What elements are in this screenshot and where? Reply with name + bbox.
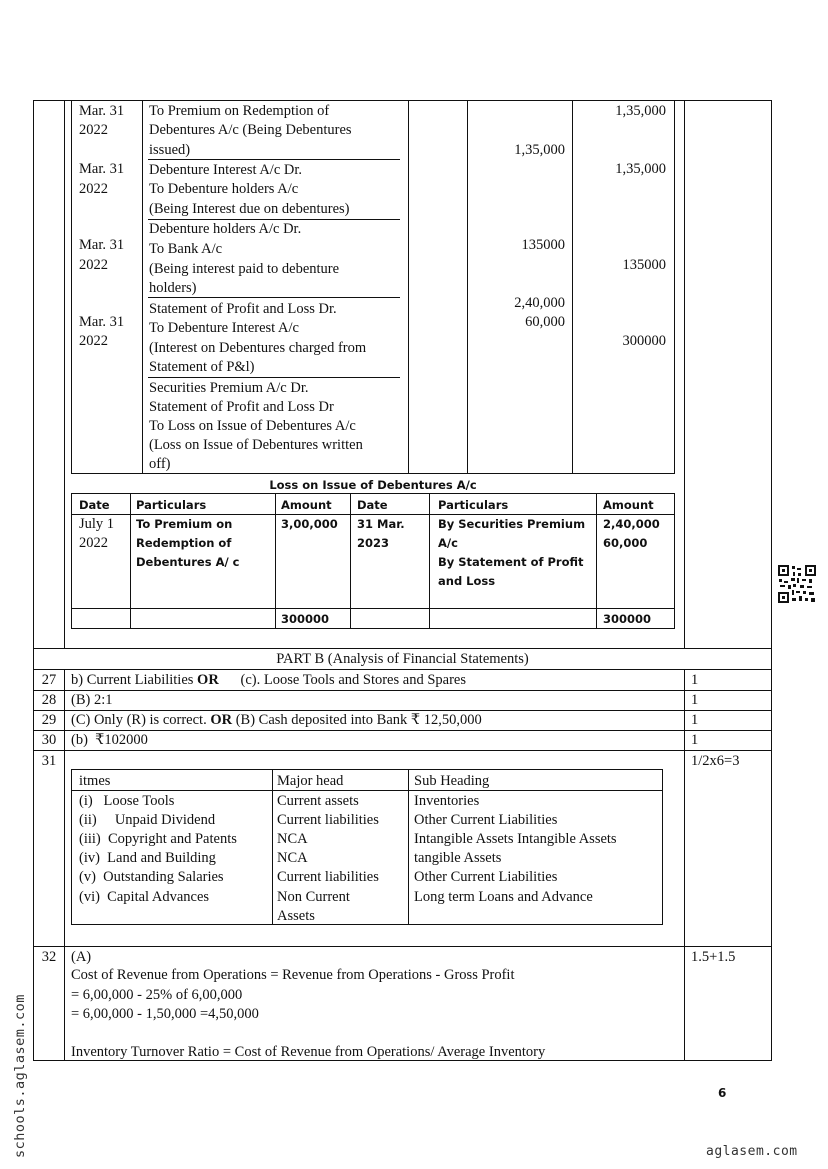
ledger-dr-date: 2022	[79, 535, 108, 551]
entry-particulars: holders)	[149, 280, 197, 296]
marks: 1	[691, 672, 699, 688]
entry-debit: 135000	[521, 237, 565, 253]
ledger-header: Amount	[281, 498, 332, 512]
entry-particulars: To Bank A/c	[149, 241, 223, 257]
entry-credit: 300000	[622, 333, 666, 349]
entry-particulars: To Loss on Issue of Debentures A/c	[149, 418, 356, 434]
answer-text: (C) Only (R) is correct. OR (B) Cash deposited into Bank ₹ 12,50,000	[71, 712, 482, 728]
major-head-cell: Assets	[277, 908, 315, 924]
table-header: Major head	[277, 773, 344, 789]
ledger-cr-date: 31 Mar.	[357, 517, 405, 531]
table-header: itmes	[79, 773, 111, 789]
major-head-cell: Current assets	[277, 793, 359, 809]
answer-line: Inventory Turnover Ratio = Cost of Revenue from Operations/ Average Inventory	[71, 1044, 546, 1060]
ledger-dr-amount: 3,00,000	[281, 517, 338, 531]
ledger-total: 300000	[281, 612, 330, 626]
entry-particulars: Securities Premium A/c Dr.	[149, 380, 309, 396]
entry-particulars: To Debenture Interest A/c	[149, 320, 299, 336]
entry-particulars: Debenture Interest A/c Dr.	[149, 162, 303, 178]
entry-credit: 135000	[622, 257, 666, 273]
ledger-header: Date	[357, 498, 388, 512]
entry-particulars: Statement of P&l)	[149, 359, 255, 375]
question-number: 32	[41, 949, 57, 965]
item-cell: (i) Loose Tools	[79, 793, 175, 809]
entry-credit: 1,35,000	[615, 161, 666, 177]
entry-particulars: Statement of Profit and Loss Dr	[149, 399, 334, 415]
major-head-cell: Current liabilities	[277, 869, 379, 885]
ledger-header: Date	[79, 498, 110, 512]
sub-heading-cell: Long term Loans and Advance	[414, 889, 593, 905]
ledger-dr-date: July 1	[79, 516, 115, 532]
entry-date: 2022	[79, 333, 108, 349]
entry-date: Mar. 31	[79, 161, 125, 177]
entry-particulars: Debenture holders A/c Dr.	[149, 221, 302, 237]
ledger-cr-amount: 2,40,000	[603, 517, 660, 531]
entry-date: 2022	[79, 181, 108, 197]
side-watermark: schools.aglasem.com	[12, 994, 28, 1158]
answer-text: (B) 2:1	[71, 692, 113, 708]
entry-particulars: To Premium on Redemption of	[149, 103, 330, 119]
ledger-header: Particulars	[136, 498, 207, 512]
bottom-watermark: aglasem.com	[706, 1144, 798, 1159]
major-head-cell: NCA	[277, 850, 308, 866]
item-cell: (iii) Copyright and Patents	[79, 831, 237, 847]
ledger-dr-particulars: Debentures A/ c	[136, 555, 240, 569]
answer-line: Cost of Revenue from Operations = Revenue from Operations - Gross Profit	[71, 967, 515, 983]
page-number: 6	[718, 1086, 727, 1100]
sub-heading-cell: Inventories	[414, 793, 480, 809]
entry-particulars: issued)	[149, 142, 191, 158]
ledger-header: Particulars	[438, 498, 509, 512]
ledger-cr-particulars: By Securities Premium	[438, 517, 586, 531]
ledger-dr-particulars: Redemption of	[136, 536, 232, 550]
question-number: 27	[41, 672, 57, 688]
entry-particulars: Debentures A/c (Being Debentures	[149, 122, 352, 138]
question-number: 29	[41, 712, 57, 728]
ledger-total: 300000	[603, 612, 652, 626]
entry-particulars: (Being interest paid to debenture	[149, 261, 340, 277]
entry-date: Mar. 31	[79, 314, 125, 330]
sub-heading-cell: tangible Assets	[414, 850, 502, 866]
item-cell: (v) Outstanding Salaries	[79, 869, 224, 885]
question-number: 30	[41, 732, 57, 748]
table-header: Sub Heading	[414, 773, 490, 789]
major-head-cell: NCA	[277, 831, 308, 847]
entry-date: 2022	[79, 122, 108, 138]
entry-particulars: off)	[149, 456, 171, 472]
question-number: 31	[41, 753, 57, 769]
entry-credit: 1,35,000	[615, 103, 666, 119]
answer-text: b) Current Liabilities OR (c). Loose Tools and Stores and Spares	[71, 672, 466, 688]
major-head-cell: Non Current	[277, 889, 350, 905]
entry-particulars: To Debenture holders A/c	[149, 181, 299, 197]
entry-particulars: Statement of Profit and Loss Dr.	[149, 301, 337, 317]
entry-date: Mar. 31	[79, 237, 125, 253]
qr-code-icon	[778, 565, 816, 603]
major-head-cell: Current liabilities	[277, 812, 379, 828]
sub-heading-cell: Other Current Liabilities	[414, 869, 558, 885]
entry-particulars: (Interest on Debentures charged from	[149, 340, 367, 356]
answer-line: = 6,00,000 - 1,50,000 =4,50,000	[71, 1006, 259, 1022]
entry-date: Mar. 31	[79, 103, 125, 119]
entry-debit: 2,40,000	[514, 295, 565, 311]
marks: 1/2x6=3	[691, 753, 740, 769]
marks: 1	[691, 712, 699, 728]
ledger-header: Amount	[603, 498, 654, 512]
ledger-cr-particulars: By Statement of Profit	[438, 555, 584, 569]
answer-line: (A)	[71, 949, 92, 965]
sub-heading-cell: Intangible Assets Intangible Assets	[414, 831, 617, 847]
sub-heading-cell: Other Current Liabilities	[414, 812, 558, 828]
marks: 1	[691, 692, 699, 708]
entry-particulars: (Being Interest due on debentures)	[149, 201, 350, 217]
answer-line: = 6,00,000 - 25% of 6,00,000	[71, 987, 243, 1003]
part-b-heading: PART B (Analysis of Financial Statements)	[276, 651, 529, 667]
ledger-cr-amount: 60,000	[603, 536, 648, 550]
ledger-cr-particulars: A/c	[438, 536, 458, 550]
marks: 1	[691, 732, 699, 748]
ledger-cr-date: 2023	[357, 536, 390, 550]
marks: 1.5+1.5	[691, 949, 736, 965]
item-cell: (vi) Capital Advances	[79, 889, 210, 905]
entry-particulars: (Loss on Issue of Debentures written	[149, 437, 363, 453]
entry-debit: 60,000	[525, 314, 565, 330]
item-cell: (ii) Unpaid Dividend	[79, 812, 216, 828]
ledger-dr-particulars: To Premium on	[136, 517, 233, 531]
ledger-cr-particulars: and Loss	[438, 574, 496, 588]
entry-debit: 1,35,000	[514, 142, 565, 158]
item-cell: (iv) Land and Building	[79, 850, 216, 866]
question-number: 28	[41, 692, 57, 708]
entry-date: 2022	[79, 257, 108, 273]
answer-text: (b) ₹102000	[71, 732, 148, 748]
ledger-title: Loss on Issue of Debentures A/c	[269, 478, 477, 492]
